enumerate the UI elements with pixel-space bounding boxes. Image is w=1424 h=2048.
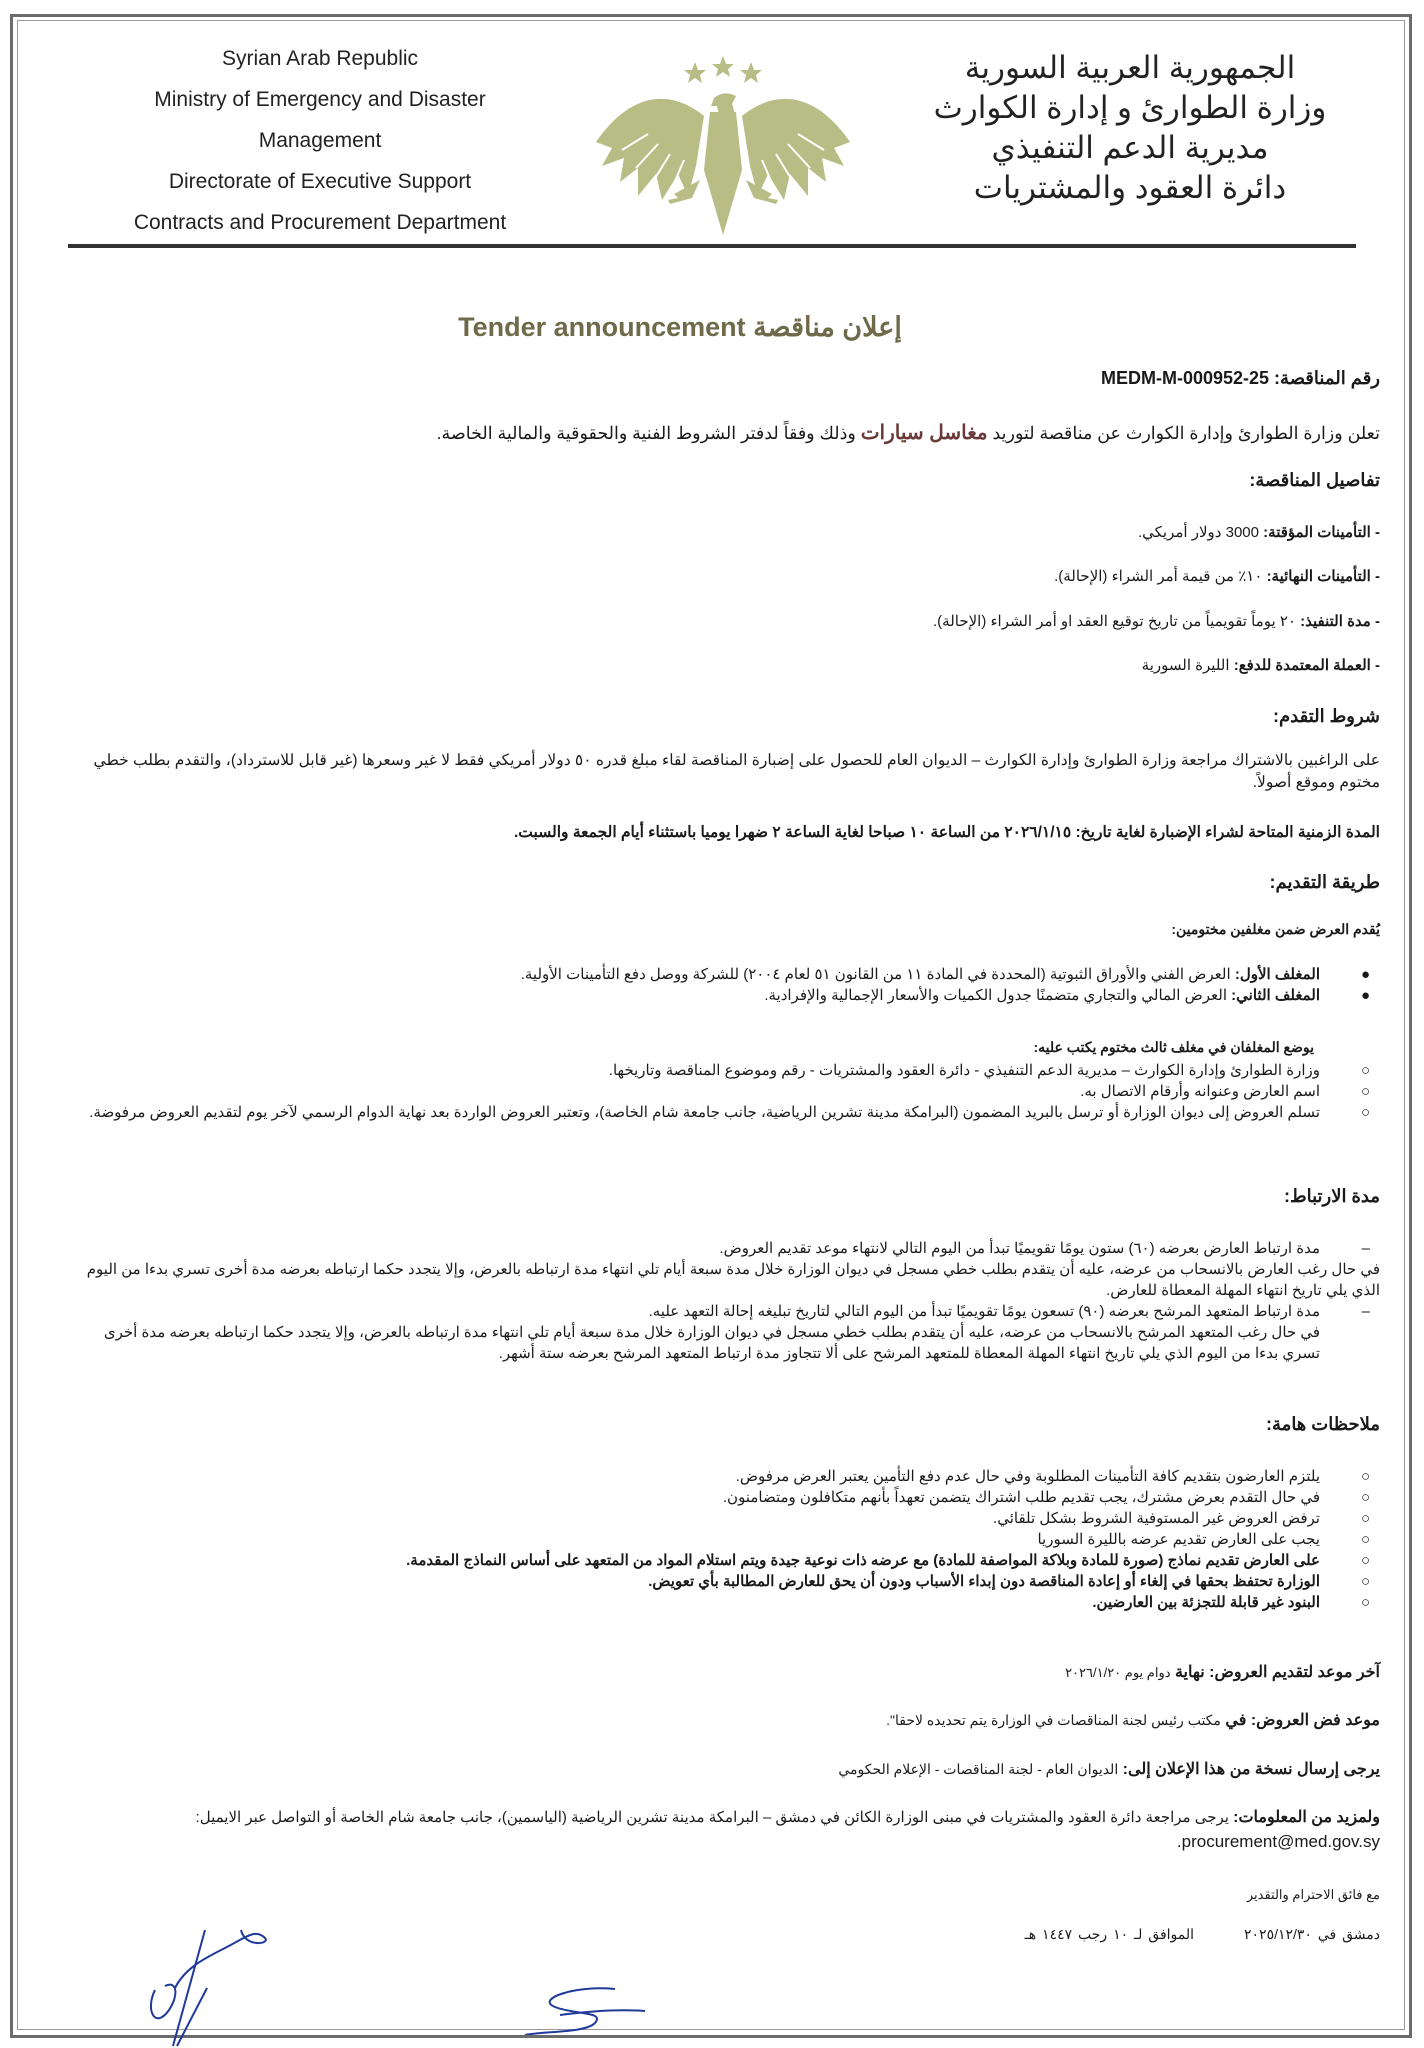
detail-item [933,612,1380,630]
list-item [380,985,1380,1006]
header-divider [68,244,1356,248]
contact-email[interactable]: procurement@med.gov.sy. [1176,1832,1380,1851]
date-line [1025,1926,1380,1943]
tender-reference-label: رقم المناقصة: [1274,368,1380,388]
opening-label: موعد فض العروض: [1250,1712,1380,1729]
list-item: ○ تسلم العروض إلى ديوان الوزارة أو ترسل بالبريد المضمون (البرامكة مدينة تشرين الرياضية، جانب جامعة شام الخاصة)، وتعتبر العروض الواردة بعد نهاية الدوام الرسمي لآخر يوم لتقديم العروض مرفوضة. [89,1104,1370,1121]
copies-value: الديوان العام - لجنة المناقصات - الإعلام الحكومي [838,1761,1119,1777]
detail-value: 3000 دولار أمريكي. [1137,524,1259,541]
circle-bullet-icon: ○ [1360,1552,1370,1569]
circle-bullet-icon: ○ [1360,1510,1370,1527]
intro-highlight: مغاسل سيارات [860,422,988,444]
list-item: ○ على العارض تقديم نماذج (صورة للمادة وبلاكة المواصفة للمادة) مع عرضه ذات نوعية جيدة ويتم استلام المواد من المتعهد على أساس النماذج المقدمة. [406,1552,1370,1569]
list-item: ○ في حال التقدم بعرض مشترك، يجب تقديم طلب اشتراك يتضمن تعهداً بأنهم متكافلون ومتضامنون. [722,1489,1370,1506]
list-item: ○ وزارة الطوارئ وإدارة الكوارث – مديرية الدعم التنفيذي - دائرة العقود والمشتريات - رقم وموضوع المناقصة وتاريخها. [608,1062,1370,1079]
opening-value: مكتب رئيس لجنة المناقصات في الوزارة يتم تحديده لاحقا". [886,1712,1221,1728]
stamp-signature-image [520,1985,650,2035]
list-item: – مدة ارتباط العارض بعرضه (٦٠) ستون يومًا تقويميًا تبدأ من اليوم التالي لانتهاء موعد تقديم العروض. في حال رغب العارض بالانسحاب من عرضه، عليه أن يتقدم بطلب خطي مسجل في ديوان الوزارة خلال مدة سبعة أيام تلي انتهاء مدة ارتباطه بالعرض، وإلا يتجدد حكما ارتباطه بعرضه مدة أخرى تسري بدءا من اليوم الذي يلي تاريخ انتهاء المهلة المعطاة للعارض. [86,1240,1380,1299]
detail-label: - التأمينات المؤقتة: [1263,524,1380,541]
tender-reference [1101,368,1380,389]
header-ar-line: الجمهورية العربية السورية [964,50,1296,85]
header-english [95,38,545,243]
list-item: ○ البنود غير قابلة للتجزئة بين العارضين. [1092,1594,1370,1611]
method-sub: يُقدم العرض ضمن مغلفين مختومين: [1171,921,1380,937]
circle-bullet-icon: ○ [1360,1573,1370,1590]
closing: مع فائق الاحترام والتقدير [1246,1887,1380,1902]
date-hijri: الموافق لـ ١٠ رجب ١٤٤٧ هـ [1024,1926,1195,1942]
header-ar-line: مديرية الدعم التنفيذي [991,130,1269,165]
circle-bullet-icon: ○ [1360,1594,1370,1611]
notes-list [70,1466,1380,1613]
opening: موعد فض العروض: في مكتب رئيس لجنة المناقصات في الوزارة يتم تحديده لاحقا". [886,1712,1380,1729]
detail-label: - التأمينات النهائية: [1266,568,1380,585]
header-en-line: Directorate of Executive Support [168,170,472,193]
more-info-value: يرجى مراجعة دائرة العقود والمشتريات في مبنى الوزارة الكائن في دمشق – البرامكة مدينة تشرين الرياضية (الياسمين)، جانب جامعة شام الخاصة أو التواصل عبر الايميل: [195,1809,1229,1826]
page-title: إعلان مناقصة Tender announcement [458,312,902,342]
list-item: ○ الوزارة تحتفظ بحقها في إلغاء أو إعادة المناقصة دون إبداء الأسباب ودون أن يحق للعارض المطالبة بأي تعويض. [648,1573,1370,1590]
date-gregorian: دمشق في ٢٠٢٥/١٢/٣٠ [1244,1926,1380,1942]
bullet-icon: ● [1360,966,1370,983]
header-en-line: Contracts and Procurement Department [133,211,507,234]
detail-value: ٢٠ يوماً تقويمياً من تاريخ توقيع العقد او أمر الشراء (الإحالة). [932,613,1296,630]
binding-list [70,1238,1380,1364]
header-en-line: Syrian Arab Republic [221,47,419,70]
notes-heading: ملاحظات هامة: [1266,1414,1380,1434]
binding-heading: مدة الارتباط: [1283,1186,1380,1206]
more-info-label: ولمزيد من المعلومات: [1233,1809,1380,1826]
circle-bullet-icon: ○ [1360,1104,1370,1121]
conditions-heading: شروط التقدم: [1273,706,1380,726]
intro-after: وذلك وفقاً لدفتر الشروط الفنية والحقوقية والمالية الخاصة. [436,423,856,443]
deadline-value: دوام يوم ٢٠٢٦/١/٢٠ [1065,1665,1171,1680]
detail-value: ١٠٪ من قيمة أمر الشراء (الإحالة). [1054,568,1263,585]
copies [838,1759,1380,1779]
deadline: آخر موعد لتقديم العروض: نهاية دوام يوم ٢٠٢٦/١/٢٠ [1065,1664,1380,1681]
list-item: ○ يلتزم العارضون بتقديم كافة التأمينات المطلوبة وفي حال عدم دفع التأمين يعتبر العرض مرفوض. [735,1468,1370,1485]
detail-label: - مدة التنفيذ: [1300,613,1380,630]
detail-item [1138,523,1380,541]
envelope-label: المغلف الأول: [1234,966,1320,983]
envelope-text: العرض الفني والأوراق الثبوتية (المحددة في المادة ١١ من القانون ٥١ لعام ٢٠٠٤) للشركة ووصل دفع التأمينات الأولية. [520,966,1231,983]
more-info [80,1806,1380,1855]
header-en-line: Ministry of Emergency and Disaster [154,88,486,111]
list-item: – مدة ارتباط المتعهد المرشح بعرضه (٩٠) تسعون يومًا تقويميًا تبدأ من اليوم التالي لتاريخ تبليغه إحالة التعهد عليه. في حال رغب المتعهد المرشح بالانسحاب من عرضه، عليه أن يتقدم بطلب خطي مسجل في ديوان الوزارة خلال مدة سبعة أيام تلي انتهاء مدة ارتباطه بالعرض، وإلا يتجدد حكما ارتباطه بعرضه مدة أخرى تسري بدءا من اليوم الذي يلي تاريخ انتهاء المهلة المعطاة للمتعهد المرشح على ألا تتجاوز مدة ارتباط المتعهد المرشح بعرضه ستة أشهر. [103,1303,1370,1362]
header-en-line: Management [258,129,382,152]
envelope-label: المغلف الثاني: [1231,987,1320,1004]
conditions-text: على الراغبين بالاشتراك مراجعة وزارة الطوارئ وإدارة الكوارث – الديوان العام للحصول على إضبارة المناقصة لقاء مبلغ قدره ٥٠ دولار أمريكي فقط لا غير وسعرها (غير قابل للاسترداد)، والتقدم بطلب خطي مختوم وموقع أصولاً. [93,752,1380,791]
dash-bullet-icon: – [1361,1303,1370,1320]
bullet-icon: ● [1360,987,1370,1004]
signature-image [145,1918,315,2048]
envelope-text: العرض المالي والتجاري متضمنًا جدول الكميات والأسعار الإجمالية والإفرادية. [764,987,1227,1004]
detail-label: - العملة المعتمدة للدفع: [1233,657,1380,674]
method-heading: طريقة التقديم: [1269,872,1380,892]
circle-bullet-icon: ○ [1360,1531,1370,1548]
list-item [380,964,1380,985]
tender-reference-code: MEDM-M-000952-25 [1100,368,1270,388]
third-envelope-heading: يوضع المغلفان في مغلف ثالث مختوم يكتب عليه: [1033,1039,1314,1055]
dash-bullet-icon: – [1361,1240,1370,1257]
intro-paragraph [60,420,1380,445]
intro-before: تعلن وزارة الطوارئ وإدارة الكوارث عن مناقصة لتوريد [992,423,1380,443]
header-ar-line: وزارة الطوارئ و إدارة الكوارث [933,90,1327,125]
eagle-emblem-icon [592,50,854,235]
circle-bullet-icon: ○ [1360,1083,1370,1100]
list-item: ○ اسم العارض وعنوانه وأرقام الاتصال به. [1080,1083,1370,1100]
circle-bullet-icon: ○ [1360,1062,1370,1079]
detail-value: الليرة السورية [1141,657,1230,674]
circle-bullet-icon: ○ [1360,1468,1370,1485]
deadline-label: آخر موعد لتقديم العروض: [1209,1664,1380,1681]
third-envelope-list [70,1060,1380,1123]
copies-label: يرجى إرسال نسخة من هذا الإعلان إلى: [1122,1761,1380,1778]
detail-item [1054,567,1380,585]
detail-item [1142,656,1380,674]
list-item: ○ ترفض العروض غير المستوفية الشروط بشكل تلقائي. [993,1510,1370,1527]
header-ar-line: دائرة العقود والمشتريات [973,170,1287,205]
envelope-list [380,964,1380,1006]
circle-bullet-icon: ○ [1360,1489,1370,1506]
details-heading: تفاصيل المناقصة: [1249,470,1380,490]
list-item: ○ يجب على العارض تقديم عرضه بالليرة السوريا [1037,1531,1370,1548]
header-arabic [920,48,1340,208]
purchase-period: المدة الزمنية المتاحة لشراء الإضبارة لغاية تاريخ: ٢٠٢٦/١/١٥ من الساعة ١٠ صباحا لغاية الساعة ٢ ضهرا يوميا باستثناء أيام الجمعة والسبت. [514,824,1380,841]
